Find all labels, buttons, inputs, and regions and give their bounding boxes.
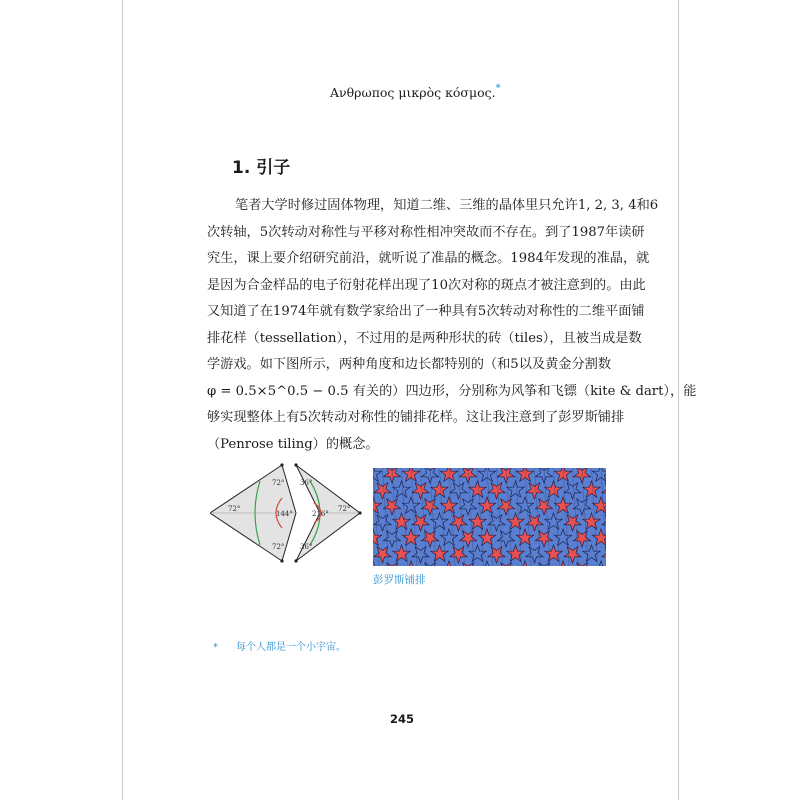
paragraph-line: 排花样（tessellation），不过用的是两种形状的砖（tiles），且被当成是数 xyxy=(207,330,642,346)
angle-label: 72° xyxy=(338,505,351,513)
paragraph-line: 学游戏。如下图所示，两种角度和边长都特别的（和5以及黄金分割数 xyxy=(207,357,612,372)
paragraph-line: 笔者大学时修过固体物理，知道二维、三维的晶体里只允许1, 2, 3, 4和6 xyxy=(235,198,659,213)
paragraph-line: 是因为合金样品的电子衍射花样出现了10次对称的斑点才被注意到的。由此 xyxy=(207,277,646,293)
paragraph-line: 又知道了在1974年就有数学家给出了一种具有5次转动对称性的二维平面铺 xyxy=(207,304,645,319)
footnote-marker-label: * xyxy=(213,642,218,653)
footnote-marker[interactable]: * xyxy=(495,83,501,94)
angle-label: 36° xyxy=(300,543,313,551)
kite-dart-figure xyxy=(210,463,365,568)
section-heading: 1. 引子 xyxy=(232,158,291,178)
paragraph-line: 次转轴，5次转动对称性与平移对称性相冲突故而不存在。到了1987年读研 xyxy=(207,224,645,240)
vertex-dot xyxy=(280,559,283,562)
angle-label: 216° xyxy=(312,510,329,518)
angle-label: 144° xyxy=(276,510,293,518)
angle-label: 72° xyxy=(272,479,285,487)
paragraph-line: 够实现整体上有5次转动对称性的铺排花样。这让我注意到了彭罗斯铺排 xyxy=(207,410,625,425)
footnote-text: 每个人都是一个小宇宙。 xyxy=(236,642,346,653)
page-number: 245 xyxy=(390,712,415,726)
vertex-dot xyxy=(294,559,297,562)
footnote xyxy=(213,638,346,653)
epigraph-text: Ανθρωπος μικρὸς κόσμος. xyxy=(330,85,496,100)
penrose-tiling-image xyxy=(373,468,606,566)
body-paragraph xyxy=(207,193,697,458)
angle-label: 36° xyxy=(300,479,313,487)
angle-label: 72° xyxy=(228,505,241,513)
paragraph-line: φ = 0.5×5^0.5 − 0.5 有关的）四边形，分别称为风筝和飞镖（kite & dart），能 xyxy=(207,383,697,399)
paragraph-line: 究生，课上要介绍研究前沿，就听说了准晶的概念。1984年发现的准晶，就 xyxy=(207,251,650,266)
epigraph xyxy=(330,85,501,100)
angle-label: 72° xyxy=(272,543,285,551)
vertex-dot xyxy=(358,511,361,514)
paragraph-line: （Penrose tiling）的概念。 xyxy=(207,436,379,452)
vertex-dot xyxy=(280,463,283,466)
vertex-dot xyxy=(294,463,297,466)
figure-caption: 彭罗斯铺排 xyxy=(373,574,426,586)
